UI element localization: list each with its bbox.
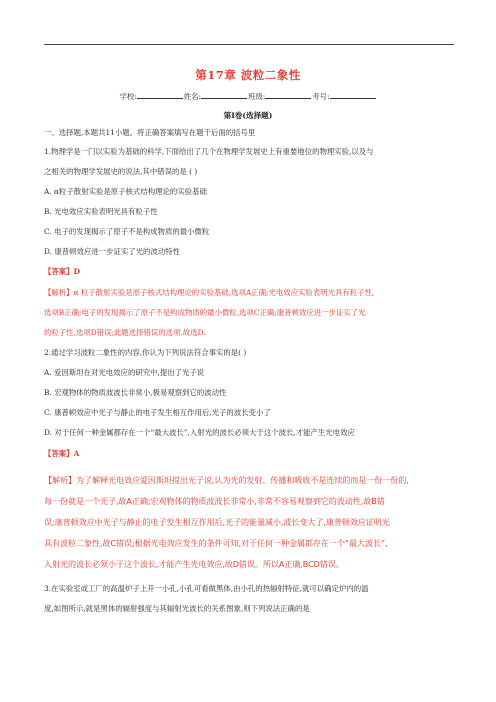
chapter-title: 第17章 波粒二象性 [195,68,301,82]
q1-option-b: B. 光电效应实验表明光具有粒子性 [44,207,158,216]
q1-option-d: D. 康普顿效应进一步证实了光的波动特性 [44,247,181,256]
exam-no-label: 考号: [312,92,330,101]
instructions: 一、选择题,本题共11小题。将正确答案填写在题干后面的括号里 [44,128,256,137]
q2-option-a: A. 爱因斯坦在对光电效应的研究中,提出了光子说 [44,368,205,377]
q2-analysis-line-5: 入射光的波长必须小于这个波长,才能产生光电效应,故D错误。所以A正确,BCD错误。 [44,559,344,569]
class-label: 班级: [248,92,266,101]
q2-analysis-line-3: 误;康普顿效应中光子与静止的电子发生相互作用后,光子的能量减小,波长变大了,康普顿效应证明光 [44,517,390,527]
q1-analysis-line-3: 的粒子性,选项D错误;此题选择错误的选项,故选D. [44,328,206,337]
exam-no-blank[interactable] [330,91,376,99]
q2-option-d: D. 对于任何一种金属都存在一个“最大波长”,入射光的波长必须大于这个波长,才能产生光电效应 [44,428,355,437]
name-blank[interactable] [201,91,247,99]
q2-analysis-line-2: 每一份就是一个光子,故A正确;宏观物体的物质波波长非常小,非常不容易观察到它的波动性,故B错 [44,496,385,506]
q2-analysis-line-1: 【解析】为了解释光电效应爱因斯坦提出光子说,认为光的发射、传播和吸收不是连续的而是一份一份的, [44,475,409,485]
q1-option-c: C. 电子的发现揭示了原子不是构成物质的最小微粒 [44,227,210,236]
q3-stem-line-2: 度,如图所示,就是黑体的辐射强度与其辐射光波长的关系图象,则下列说法正确的是 [44,604,310,613]
q2-stem: 2.通过学习波粒二象性的内容,你认为下列说法符合事实的是( ) [44,348,247,357]
q1-option-a: A. α粒子散射实验是原子核式结构理论的实验基础 [44,187,207,196]
section-title: 第I卷(选择题) [223,111,273,120]
q3-stem-line-1: 3.在实验室或工厂的高温炉子上开一小孔,小孔可看做黑体,由小孔的热辐射特征,就可以确定炉内的温 [44,584,369,593]
school-blank[interactable] [137,91,183,99]
q2-option-c: C. 康普顿效应中光子与静止的电子发生相互作用后,光子的波长变小了 [44,408,271,417]
q2-analysis-line-4: 具有波粒二象性,故C错误;根据光电效应发生的条件可知,对于任何一种金属都存在一个“最大波长”, [44,538,388,548]
q1-analysis-line-1: 【解析】α 粒子散射实验是原子核式结构理论的实验基础,选项A正确;光电效应实验表明光具有粒子性, [44,288,375,297]
student-info-line [0,91,496,102]
q2-answer: 【答案】A [44,449,80,458]
q1-stem-line-2: 之相关的物理学发展史的说法,其中错误的是 ( ) [44,167,198,176]
q2-option-b: B. 宏观物体的物质波波长非常小,极易观察到它的波动性 [44,388,227,397]
q1-analysis-line-2: 选项B正确;电子的发现揭示了原子不是构成物质的最小微粒,选项C正确;康普顿效应进一步证实了光 [44,308,366,317]
class-blank[interactable] [265,91,311,99]
q1-stem-line-1: 1.物理学是一门以实验为基础的科学,下面给出了几个在物理学发展史上有重要地位的物理实验,以及与 [44,147,374,156]
name-label: 姓名: [183,92,201,101]
school-label: 学校: [119,92,137,101]
header-rule [44,44,454,45]
q1-answer: 【答案】D [44,267,80,276]
